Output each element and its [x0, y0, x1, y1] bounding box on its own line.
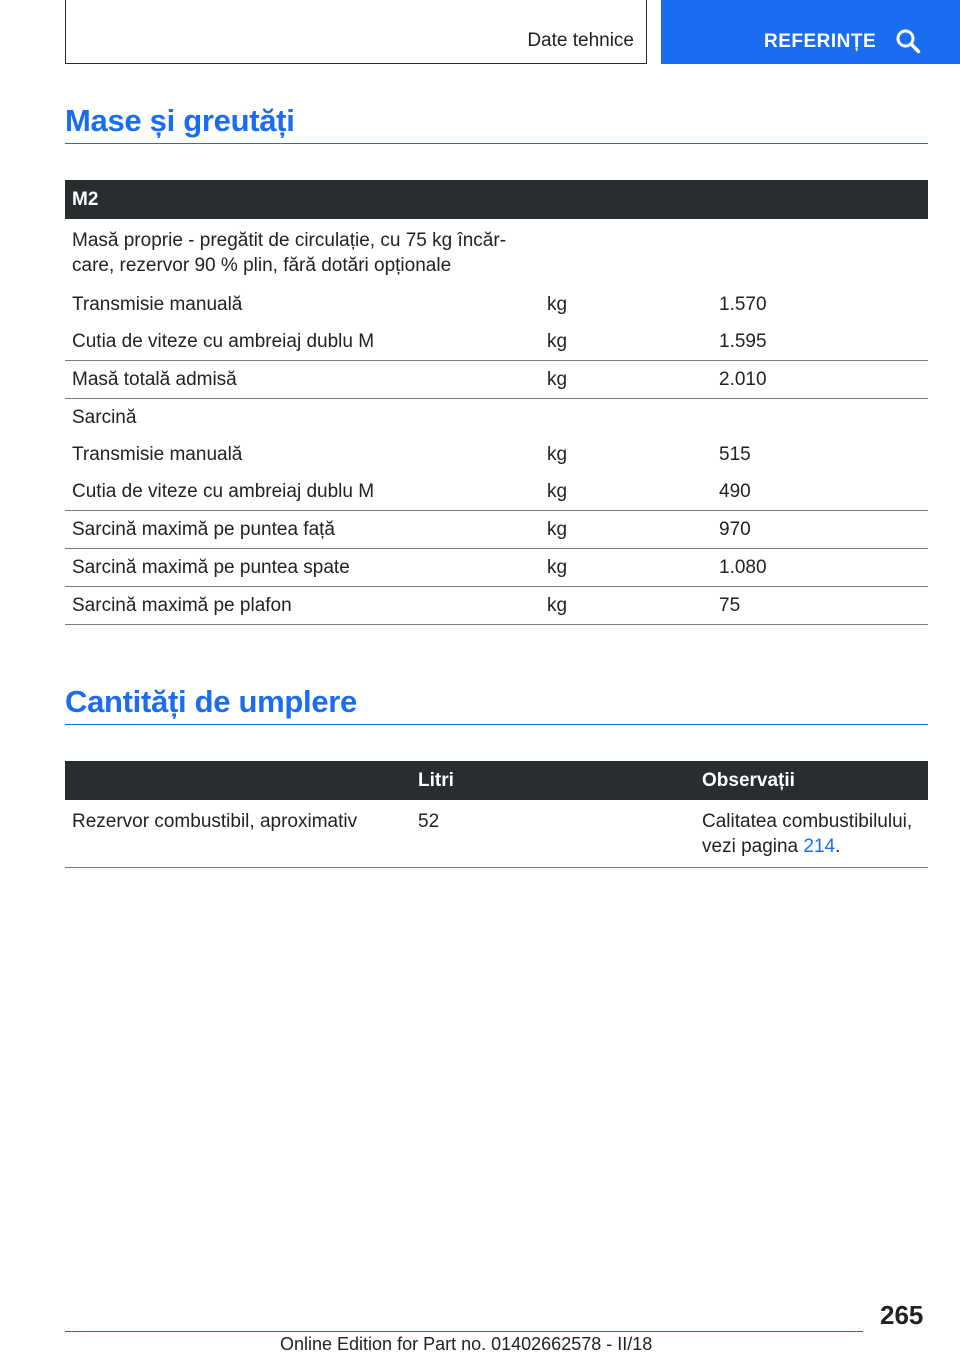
- row-label: Masă totală admisă: [65, 361, 540, 399]
- table-row: [65, 323, 928, 361]
- footer-divider: [65, 1331, 863, 1332]
- table-header-liters: Litri: [411, 761, 695, 800]
- row-label: Cutia de viteze cu ambreiaj dublu M: [65, 323, 540, 361]
- row-unit: [540, 399, 712, 437]
- table-row: [65, 436, 928, 473]
- row-value: [712, 399, 928, 437]
- row-value: 75: [712, 587, 928, 625]
- note-line-2: vezi pagina: [702, 836, 799, 857]
- row-label: Cutia de viteze cu ambreiaj dublu M: [65, 473, 540, 511]
- row-unit: kg: [540, 511, 712, 549]
- table-row: [65, 587, 928, 625]
- header-section-label: Date tehnice: [527, 30, 634, 51]
- row-value: 515: [719, 444, 751, 465]
- row-unit: kg: [540, 587, 712, 625]
- row-value: 1.595: [712, 323, 928, 361]
- header-section-box: [65, 0, 647, 64]
- row-label: Sarcină maximă pe puntea spate: [65, 549, 540, 587]
- table-header-row: [65, 180, 928, 219]
- row-label: Sarcină: [72, 407, 137, 428]
- table-row: [65, 399, 928, 437]
- note-line-1: Calitatea combustibilului,: [702, 811, 913, 832]
- row-value: 490: [712, 473, 928, 511]
- table-row: [65, 361, 928, 399]
- page-number: 265: [880, 1300, 924, 1330]
- search-icon[interactable]: [895, 28, 921, 54]
- intro-line-2: care, rezervor 90 % plin, fără dotări opționale: [72, 255, 452, 276]
- row-unit: kg: [540, 323, 712, 361]
- row-label: Transmisie manuală: [72, 444, 243, 465]
- row-value: 1.080: [712, 549, 928, 587]
- table-row: [65, 549, 928, 587]
- row-value: 2.010: [712, 361, 928, 399]
- page-link[interactable]: 214: [803, 836, 836, 857]
- intro-cell: [65, 219, 540, 286]
- table-header-model: M2: [65, 180, 540, 219]
- section-title-mass: Mase și greutăți: [65, 103, 928, 144]
- row-unit: kg: [540, 361, 712, 399]
- fill-table: [65, 761, 928, 868]
- mass-table: [65, 180, 928, 625]
- table-header-notes: Observații: [695, 761, 928, 800]
- table-header-row: [65, 761, 928, 800]
- row-label: Transmisie manuală: [72, 294, 243, 315]
- row-label: Sarcină maximă pe plafon: [65, 587, 540, 625]
- table-row: [65, 800, 928, 868]
- row-label: Sarcină maximă pe puntea față: [65, 511, 540, 549]
- row-unit: kg: [540, 549, 712, 587]
- section-title-fill: Cantități de umplere: [65, 684, 928, 725]
- row-unit: kg: [547, 294, 568, 315]
- row-notes: [695, 800, 928, 868]
- header-chapter-label: REFERINȚE: [764, 31, 877, 52]
- table-row: [65, 473, 928, 511]
- row-value: 970: [712, 511, 928, 549]
- header-chapter-tab[interactable]: [661, 0, 960, 64]
- row-value: 1.570: [719, 294, 767, 315]
- intro-line-1: Masă proprie - pregătit de circulație, cu 75 kg încăr-: [72, 230, 507, 251]
- note-end: .: [835, 836, 841, 857]
- row-unit: kg: [540, 473, 712, 511]
- table-row: [65, 511, 928, 549]
- table-row: [65, 286, 928, 323]
- table-row: [65, 219, 928, 286]
- row-liters: 52: [411, 800, 695, 868]
- row-label: Rezervor combustibil, aproximativ: [65, 800, 411, 868]
- row-unit: kg: [547, 444, 568, 465]
- footer-text: Online Edition for Part no. 01402662578 - II/18: [280, 1334, 653, 1354]
